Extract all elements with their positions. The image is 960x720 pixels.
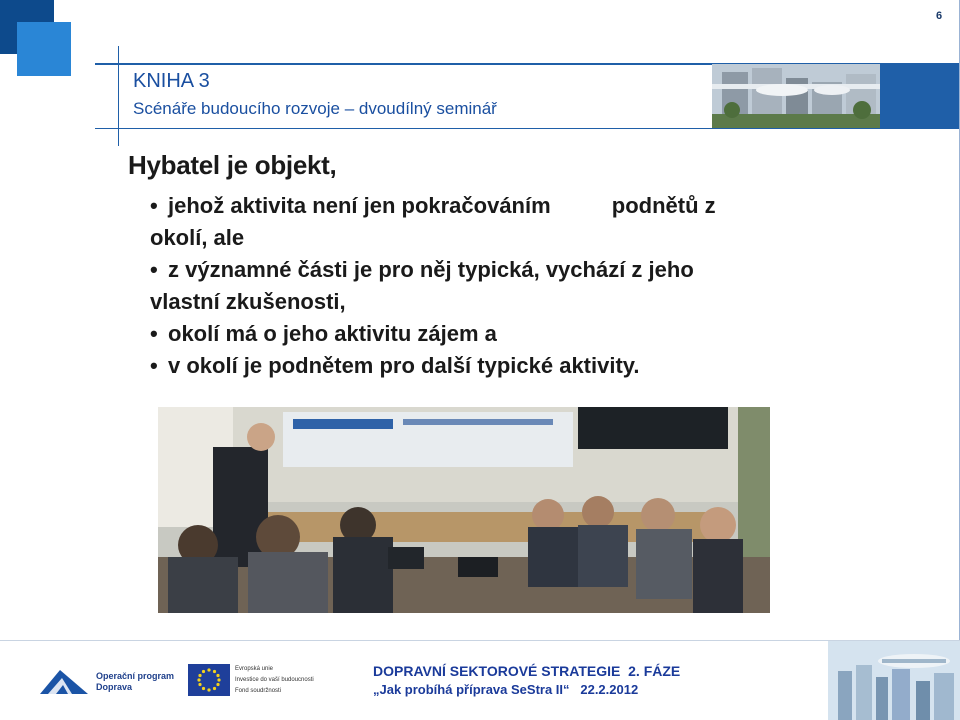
header-rule-bottom [95, 128, 960, 129]
decor-square-light [17, 22, 71, 76]
op-doprava-logo-icon [38, 666, 90, 701]
bullet-line: • jehož aktivita není jen pokračováním podnětů z [150, 190, 716, 222]
header-photo [712, 64, 880, 128]
bullet-icon: • [150, 193, 158, 218]
bullet-line: • okolí má o jeho aktivitu zájem a [150, 318, 716, 350]
bullet-line: • z významné části je pro něj typická, vychází z jeho [150, 254, 716, 286]
header-accent-bar [880, 63, 960, 129]
book-subtitle: Scénáře budoucího rozvoje – dvoudílný seminář [133, 99, 497, 118]
slide-heading: Hybatel je objekt, [128, 150, 337, 180]
footer-rule [0, 640, 960, 641]
footer-photo [828, 641, 960, 720]
footer-event-line: „Jak probíhá příprava SeStra II“ 22.2.2012 [373, 682, 639, 697]
bullet-icon: • [150, 321, 158, 346]
bullet-line: • v okolí je podnětem pro další typické aktivity. [150, 350, 716, 382]
eu-flag-icon [188, 664, 230, 701]
op-doprava-label: Operační program Doprava [96, 671, 175, 692]
header-rule-vertical [118, 46, 119, 146]
page-number: 6 [936, 10, 943, 22]
slide-body [150, 190, 716, 382]
text-line: okolí, ale [150, 225, 245, 250]
seminar-photo [158, 407, 770, 613]
eu-label: Evropská unie Investice do vaší budoucnosti Fond soudržnosti [235, 666, 314, 694]
book-title: KNIHA 3 [133, 70, 210, 92]
bullet-icon: • [150, 353, 158, 378]
bullet-icon: • [150, 257, 158, 282]
text-line: vlastní zkušenosti, [150, 289, 346, 314]
footer-strategy-line: DOPRAVNÍ SEKTOROVÉ STRATEGIE 2. FÁZE [373, 663, 681, 679]
